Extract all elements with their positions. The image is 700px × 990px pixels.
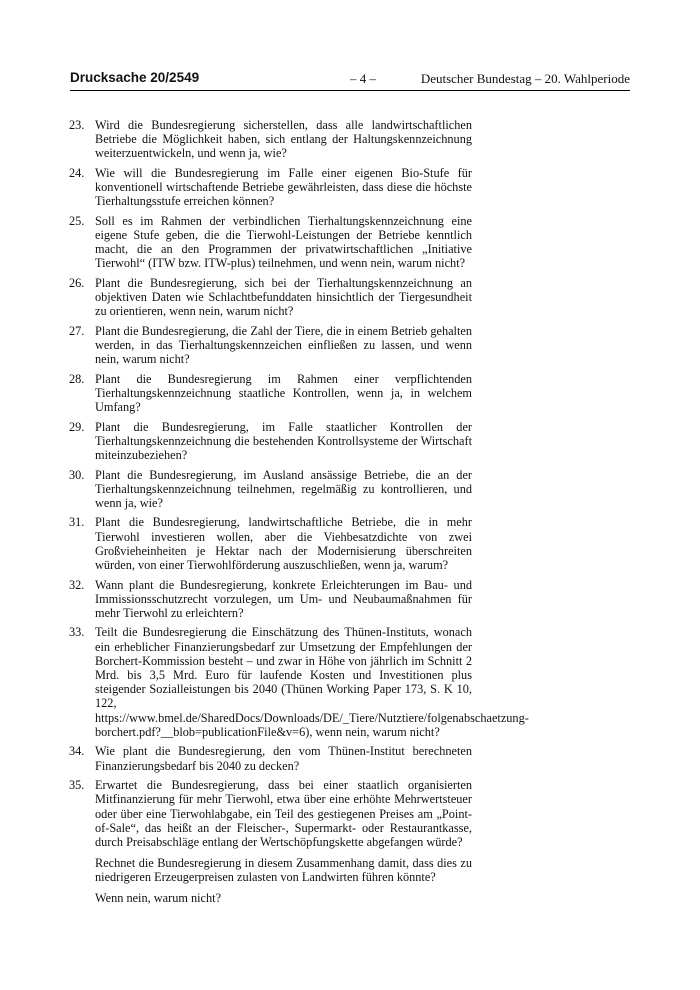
question-31 (69, 515, 472, 572)
question-number: 32. (69, 577, 85, 592)
question-number: 24. (69, 165, 85, 180)
question-number: 26. (69, 275, 85, 290)
question-number: 25. (69, 213, 85, 228)
question-number: 35. (69, 778, 85, 793)
question-26 (69, 276, 472, 319)
question-28 (69, 372, 472, 415)
document-number: Drucksache 20/2549 (70, 70, 200, 85)
question-24 (69, 166, 472, 209)
question-text: Wie will die Bundesregierung im Falle einer eigenen Bio-Stufe für konventionell wirtschaftende Betriebe gewährleisten, dass diese die höchste Tierhaltungsstufe erreichen können? (95, 165, 472, 209)
question-35 (69, 778, 472, 905)
question-23 (69, 118, 472, 161)
question-text: Plant die Bundesregierung, im Falle staatlicher Kontrollen der Tierhaltungskennzeichnung die bestehenden Kontrollsysteme der Wirtschaft miteinzubeziehen? (95, 419, 472, 463)
question-text: Plant die Bundesregierung, die Zahl der Tiere, die in einem Betrieb gehalten werden, in das Tierhaltungskennzeichen einfließen zu lassen, und wenn nein, warum nicht? (95, 323, 472, 367)
question-text: Wie plant die Bundesregierung, den vom Thünen-Institut berechneten Finanzierungsbedarf bis 2040 zu decken? (95, 744, 472, 773)
question-29 (69, 420, 472, 463)
question-text: Wird die Bundesregierung sicherstellen, dass alle landwirtschaftlichen Betriebe die Möglichkeit haben, sich entlang der Haltungskennzeichnung weiterzuentwickeln, und wenn ja, wie? (95, 118, 472, 161)
question-27 (69, 324, 472, 367)
question-followup-text: Wenn nein, warum nicht? (95, 890, 222, 905)
question-25 (69, 214, 472, 271)
question-number: 34. (69, 744, 85, 759)
question-number: 23. (69, 118, 85, 132)
question-32 (69, 578, 472, 621)
question-text: Plant die Bundesregierung, landwirtschaftliche Betriebe, die in mehr Tierwohl investieren wollen, aber die Viehbesatzdichte von zwei Großvieheinheiten je Hektar nach der Modernisierung überschreiten würden, von einer Tierwohlförderung auszuschließen, wenn ja, warum? (95, 515, 472, 573)
question-text: Wann plant die Bundesregierung, konkrete Erleichterungen im Bau- und Immissionsschutzrecht vorzulegen, um Um- und Neubaumaßnahmen für mehr Tierwohl zu erleichtern? (95, 577, 472, 620)
question-number: 30. (69, 467, 85, 482)
question-34 (69, 744, 472, 772)
page-header (70, 68, 630, 91)
question-followup-text: Rechnet die Bundesregierung in diesem Zusammenhang damit, dass dies zu niedrigeren Erzeugerpreisen zulasten von Landwirten führen könnte? (95, 855, 472, 884)
question-text: Teilt die Bundesregierung die Einschätzung des Thünen-Instituts, wonach ein erheblicher Finanzierungsbedarf zur Umsetzung der Empfehlungen der Borchert-Kommission besteht – und zwar in Höhe von jährlich im Schnitt 2 Mrd. bis 3,5 Mrd. Euro für laufende Kosten und Investitionen plus steigender Sozialleistungen bis 2040 (Thünen Working Paper 173, S. K 10, 122, https://www.bmel.de/SharedDocs/Downloads/DE/_Tiere/Nutztiere/folgenabschaetzung-borchert.pdf?__blob=publicationFile&v=6), wenn nein, warum nicht? (95, 625, 529, 739)
question-number: 27. (69, 323, 85, 338)
page-number: – 4 – (350, 71, 376, 86)
question-number: 29. (69, 419, 85, 434)
question-text: Plant die Bundesregierung, sich bei der Tierhaltungskennzeichnung an objektiven Daten wie Schlachtbefunddaten hinsichtlich der Tiergesundheit zu orientieren, wenn nein, warum nicht? (95, 275, 472, 319)
question-text: Erwartet die Bundesregierung, dass bei einer staatlich organisierten Mitfinanzierung für mehr Tierwohl, etwa über eine erhöhte Mehrwertsteuer oder über eine Tierwohlabgabe, ein Teil des gestiegenen Preises am „Point-of-Sale“, das heißt an der Fleischer-, Supermarkt- oder Restaurantkasse, durch Preisabschläge entlang der Wertschöpfungskette abgefangen würde? (95, 778, 472, 849)
question-list (69, 118, 529, 910)
question-number: 31. (69, 515, 85, 530)
question-text: Plant die Bundesregierung, im Ausland ansässige Betriebe, die an der Tierhaltungskennzeichnung teilnehmen, regelmäßig zu kontrollieren, und wenn ja, wie? (95, 467, 472, 510)
question-number: 33. (69, 625, 85, 640)
question-text: Soll es im Rahmen der verbindlichen Tierhaltungskennzeichnung eine eigene Stufe geben, die die Tierwohl-Leistungen der Betriebe kenntlich macht, die an den Programmen der privatwirtschaftlichen „Initiative Tierwohl“ (ITW bzw. ITW-plus) teilnehmen, und wenn nein, warum nicht? (95, 213, 472, 271)
question-text: Plant die Bundesregierung im Rahmen einer verpflichtenden Tierhaltungskennzeichnung staatliche Kontrollen, wenn ja, in welchem Umfang? (95, 371, 472, 415)
publisher-label: Deutscher Bundestag – 20. Wahlperiode (420, 71, 630, 86)
question-number: 28. (69, 371, 85, 386)
question-33 (69, 625, 529, 739)
question-30 (69, 468, 472, 511)
